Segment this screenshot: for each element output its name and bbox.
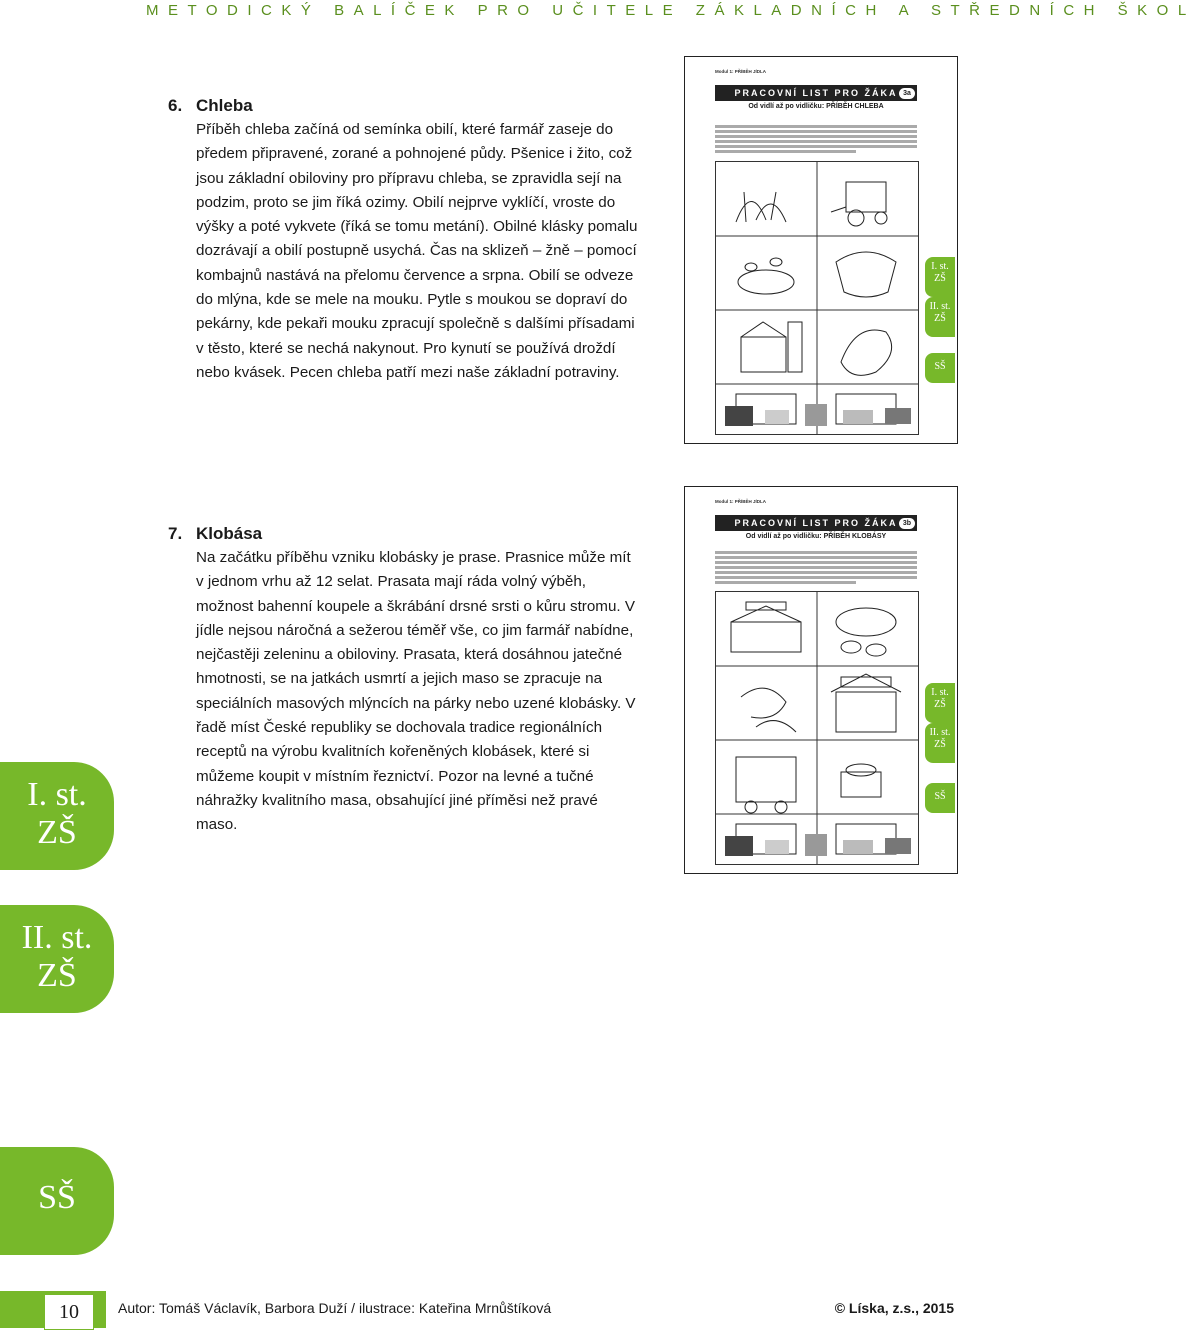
section-heading: Klobása	[196, 524, 263, 543]
section-klobasa	[168, 524, 638, 838]
worksheet-level-3: SŠ	[925, 783, 955, 813]
worksheet-text-lines	[715, 551, 917, 586]
section-body: Příběh chleba začíná od semínka obilí, které farmář zaseje do předem připravené, zorané a pohnojené půdy. Pšenice i žito, což jsou základní obiloviny pro přípravu chleba, se zpravidla sejí na podzim, proto se jim říká ozimy. Obilí nejprve vyklíčí, vroste do výšky a poté vykvete (říká se tomu metání). Obilné klásky pomalu dozrávají a obilí postupně usychá. Čas na sklizeň – žně – pomocí kombajnů nastává na přelomu července a srpna. Obilí se odveze do mlýna, kde se mele na mouku. Pytle s moukou se dopraví do pekárny, kde pekaři mouku zpracují společně s dalšími přísadami v těsto, které se nechá nakynout. Pro kynutí se používá droždí nebo kvásek. Pecen chleba patří mezi naše základní potraviny.	[196, 121, 638, 381]
level-tab-3	[0, 1147, 114, 1255]
level-tab-line1: I. st.	[27, 776, 87, 813]
worksheet-level-1: I. st. ZŠ	[925, 683, 955, 723]
worksheet-module-label: Modul 1: PŘÍBĚH JÍDLA	[715, 499, 767, 504]
level-tab-line2: ZŠ	[37, 814, 77, 851]
worksheet-banner	[715, 85, 917, 101]
worksheet-module-label: Modul 1: PŘÍBĚH JÍDLA	[715, 69, 767, 74]
level-tab-line1: SŠ	[38, 1179, 76, 1216]
worksheet-text-lines	[715, 125, 917, 155]
section-heading: Chleba	[196, 96, 253, 115]
page-header	[0, 0, 1196, 26]
worksheet-banner-text: PRACOVNÍ LIST PRO ŽÁKA	[734, 88, 898, 98]
level-tab-line1: II. st.	[21, 919, 93, 956]
worksheet-badge: 3a	[899, 88, 915, 99]
worksheet-logos	[725, 402, 915, 434]
section-title	[168, 96, 638, 116]
worksheet-subtitle: Od vidlí až po vidličku: PŘÍBĚH CHLEBA	[748, 103, 884, 110]
level-tab-2	[0, 905, 114, 1013]
logo-strip	[725, 832, 915, 864]
worksheet-banner-text: PRACOVNÍ LIST PRO ŽÁKA	[734, 518, 898, 528]
worksheet-subtitle: Od vidlí až po vidličku: PŘÍBĚH KLOBÁSY	[745, 533, 887, 540]
worksheet-level-3: SŠ	[925, 353, 955, 383]
level-tab-1	[0, 762, 114, 870]
footer-author: Autor: Tomáš Václavík, Barbora Duží / ilustrace: Kateřina Mrnůštíková	[118, 1300, 552, 1316]
worksheet-badge: 3b	[899, 518, 915, 529]
page-number: 10	[44, 1294, 94, 1330]
worksheet-thumbnail-chleba	[684, 56, 958, 444]
section-chleba	[168, 96, 638, 385]
worksheet-illustrations	[716, 592, 918, 864]
footer-copyright: © Líska, z.s., 2015	[834, 1300, 954, 1316]
worksheet-level-1: I. st. ZŠ	[925, 257, 955, 297]
worksheet-level-2: II. st. ZŠ	[925, 297, 955, 337]
logo-strip	[725, 402, 915, 434]
worksheet-logos	[725, 832, 915, 864]
header-title: METODICKÝ BALÍČEK PRO UČITELE ZÁKLADNÍCH A STŘEDNÍCH ŠKOL	[146, 2, 1196, 19]
worksheet-illustrations	[716, 162, 918, 434]
worksheet-thumbnail-klobasa	[684, 486, 958, 874]
section-title	[168, 524, 638, 544]
worksheet-banner	[715, 515, 917, 531]
section-number: 7.	[168, 524, 183, 543]
section-body: Na začátku příběhu vzniku klobásky je prase. Prasnice může mít v jednom vrhu až 12 selat. Prasata mají ráda volný výběh, možnost bahenní koupele a škrábání drsné srsti o kůru stromu. V jídle nejsou náročná a sežerou téměř vše, co jim farmář nabídne, nejčastěji zeleninu a obiloviny. Prasata, která dosáhnou jatečné hmotnosti, se na jatkách usmrtí a jejich maso se zpracuje na speciálních masových mlýncích na párky nebo uzené klobásky. V řadě míst České republiky se dochovala tradice regionálních receptů na výrobu kvalitních kořeněných klobásek, které si můžeme koupit v místním řeznictví. Pozor na levné a tučné náhražky kvalitního masa, obsahující jiné příměsi než pravé maso.	[196, 549, 636, 834]
worksheet-picture-grid	[715, 591, 919, 865]
section-number: 6.	[168, 96, 183, 115]
worksheet-level-2: II. st. ZŠ	[925, 723, 955, 763]
level-tab-line2: ZŠ	[37, 957, 77, 994]
worksheet-picture-grid	[715, 161, 919, 435]
